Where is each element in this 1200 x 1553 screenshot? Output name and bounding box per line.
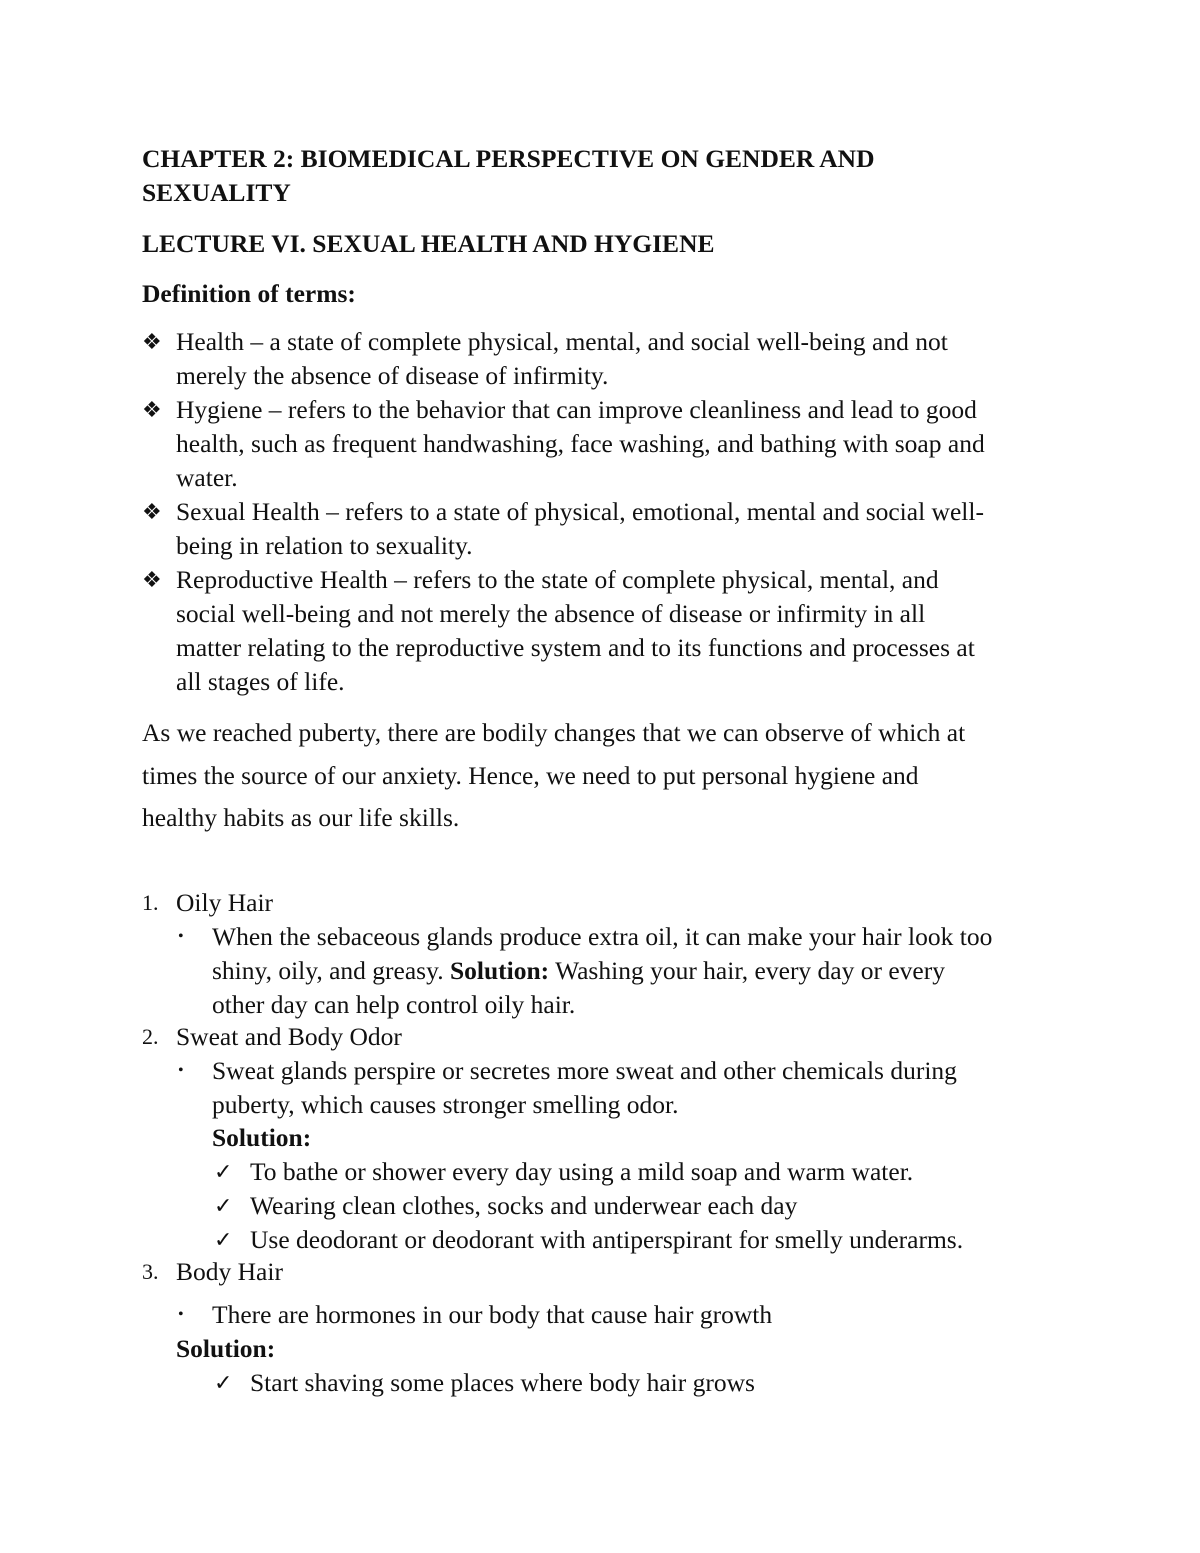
definition-health-line1: Health – a state of complete physical, mental, and social well-being and not bbox=[176, 327, 948, 356]
check-icon: ✓ bbox=[214, 1370, 233, 1395]
body-hair-solution-item: Start shaving some places where body hair grows bbox=[250, 1368, 755, 1397]
solution-label: Solution: bbox=[212, 1123, 312, 1152]
check-icon: ✓ bbox=[214, 1193, 233, 1218]
diamond-bullet-icon: ❖ bbox=[142, 397, 162, 422]
body-hair-detail-line1: There are hormones in our body that cause hair growth bbox=[212, 1300, 773, 1329]
definition-health-line2: merely the absence of disease of infirmity. bbox=[176, 361, 609, 390]
chapter-title-line2: SEXUALITY bbox=[142, 178, 291, 207]
bullet-icon: • bbox=[178, 1306, 184, 1323]
definition-reproductive-health-line1: Reproductive Health – refers to the state of complete physical, mental, and bbox=[176, 565, 939, 594]
bullet-icon: • bbox=[178, 928, 184, 945]
definition-reproductive-health-line3: matter relating to the reproductive system and to its functions and processes at bbox=[176, 633, 975, 662]
diamond-bullet-icon: ❖ bbox=[142, 499, 162, 524]
oily-hair-detail-line2 bbox=[212, 954, 945, 988]
definition-hygiene-line3: water. bbox=[176, 463, 238, 492]
intro-line2: times the source of our anxiety. Hence, we need to put personal hygiene and bbox=[142, 761, 919, 790]
lecture-title: LECTURE VI. SEXUAL HEALTH AND HYGIENE bbox=[142, 229, 715, 258]
oily-hair-detail-line1: When the sebaceous glands produce extra oil, it can make your hair look too bbox=[212, 922, 993, 951]
definition-sexual-health-line1: Sexual Health – refers to a state of physical, emotional, mental and social well- bbox=[176, 497, 984, 526]
definition-reproductive-health-line2: social well-being and not merely the absence of disease or infirmity in all bbox=[176, 599, 926, 628]
solution-label: Solution: bbox=[176, 1334, 276, 1363]
sweat-solution-item: Wearing clean clothes, socks and underwear each day bbox=[250, 1191, 798, 1220]
item-title-body-hair: Body Hair bbox=[176, 1257, 283, 1286]
oily-hair-detail-line3: other day can help control oily hair. bbox=[212, 990, 576, 1019]
definition-hygiene-line1: Hygiene – refers to the behavior that can improve cleanliness and lead to good bbox=[176, 395, 977, 424]
sweat-detail-line2: puberty, which causes stronger smelling odor. bbox=[212, 1090, 679, 1119]
item-title-oily-hair: Oily Hair bbox=[176, 888, 274, 917]
check-icon: ✓ bbox=[214, 1159, 233, 1184]
item-title-sweat-body-odor: Sweat and Body Odor bbox=[176, 1022, 402, 1051]
definition-reproductive-health-line4: all stages of life. bbox=[176, 667, 345, 696]
bullet-icon: • bbox=[178, 1062, 184, 1079]
list-number: 2. bbox=[142, 1024, 159, 1049]
intro-line1: As we reached puberty, there are bodily changes that we can observe of which at bbox=[142, 718, 966, 747]
diamond-bullet-icon: ❖ bbox=[142, 567, 162, 592]
solution-label: Solution: bbox=[449, 956, 550, 985]
diamond-bullet-icon: ❖ bbox=[142, 329, 162, 354]
list-number: 3. bbox=[142, 1259, 159, 1284]
intro-line3: healthy habits as our life skills. bbox=[142, 803, 460, 832]
definitions-title: Definition of terms: bbox=[142, 279, 356, 308]
sweat-solution-item: Use deodorant or deodorant with antiperspirant for smelly underarms. bbox=[250, 1225, 964, 1254]
sweat-solution-item: To bathe or shower every day using a mild soap and warm water. bbox=[250, 1157, 914, 1186]
oily-hair-solution-text: Washing your hair, every day or every bbox=[549, 956, 945, 985]
definition-sexual-health-line2: being in relation to sexuality. bbox=[176, 531, 473, 560]
list-number: 1. bbox=[142, 890, 159, 915]
oily-hair-detail-text: shiny, oily, and greasy. bbox=[212, 956, 450, 985]
sweat-detail-line1: Sweat glands perspire or secretes more sweat and other chemicals during bbox=[212, 1056, 957, 1085]
definition-hygiene-line2: health, such as frequent handwashing, face washing, and bathing with soap and bbox=[176, 429, 985, 458]
check-icon: ✓ bbox=[214, 1227, 233, 1252]
chapter-title-line1: CHAPTER 2: BIOMEDICAL PERSPECTIVE ON GENDER AND bbox=[142, 144, 875, 173]
